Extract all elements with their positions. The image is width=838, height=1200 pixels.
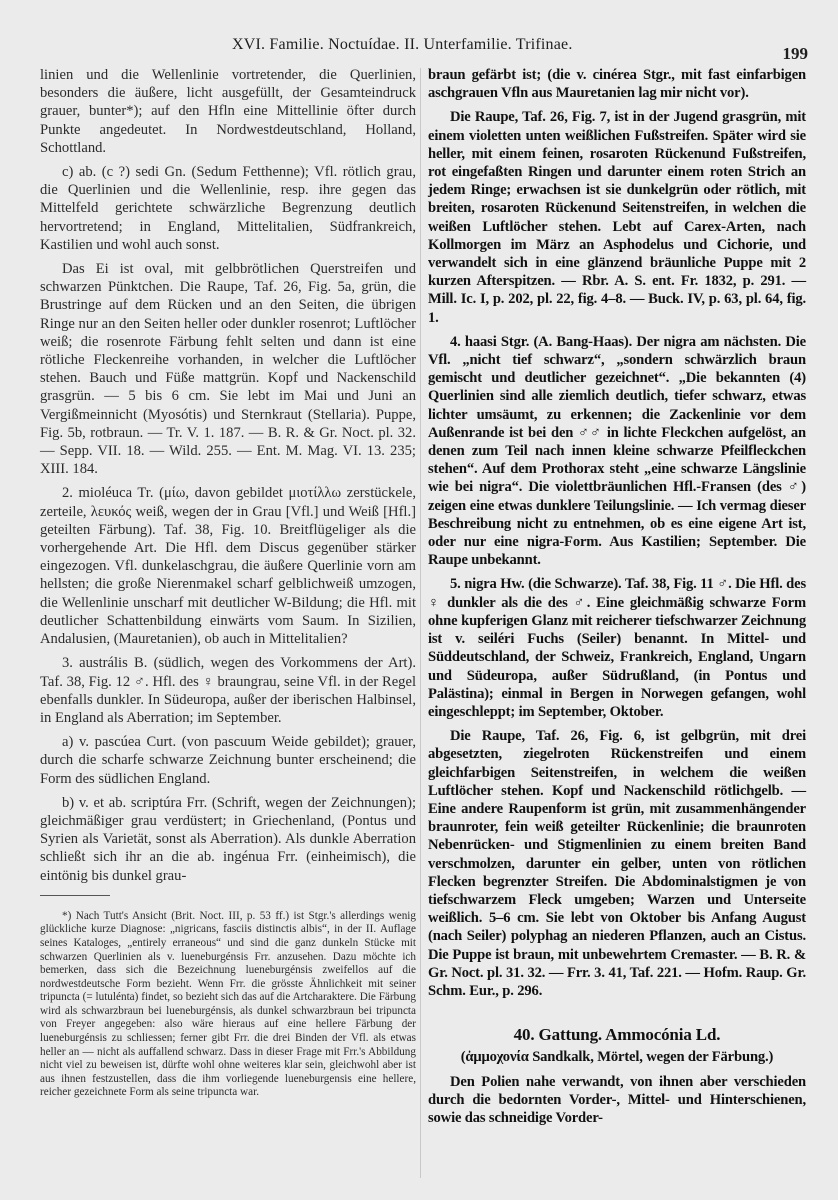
footnote-rule xyxy=(40,895,110,896)
paragraph: braun gefärbt ist; (die v. cinérea Stgr., mit fast einfarbigen aschgrauen Vfln aus Mauretanien lag mir nicht vor). xyxy=(428,67,806,102)
running-title: XVI. Familie. Noctuídae. II. Unterfamilie. Trifinae. xyxy=(232,36,573,53)
paragraph: a) v. pascúea Curt. (von pascuum Weide gebildet); grauer, durch die scharfe schwarze Zeichnung bunter erscheinend; die Form des südlichen England. xyxy=(40,734,416,787)
paragraph: c) ab. (c ?) sedi Gn. (Sedum Fetthenne); Vfl. rötlich grau, die Querlinien und die Wellenlinie, resp. ihre gegen das Mittelfeld gerichtete schwärzliche Begrenzung deutlich hervortretend; in England, Mittelitalien, Südfrankreich, Kastilien und wohl auch sonst. xyxy=(40,164,416,253)
column-gutter xyxy=(420,68,421,1178)
species-entry: 2. mioléuca Tr. (μίω, davon gebildet μιοτίλλω zerstückele, zerteile, λευκός weiß, wegen der in Grau [Vfl.] und Weiß [Hfl.] geteilten Färbung). Taf. 38, Fig. 10. Breitflügeliger als die vorhergehende Art. Die Hfl. dem Discus gegenüber stärker eingezogen. Vfl. dunkelaschgrau, die äußere Querlinie vorn am hellsten; die große Nierenmakel scharf gelblichweiß umzogen, die Wellenlinie unscharf mit deutlicher W-Bildung; die Hfl. mit deutlicher Schattenbildung einwärts vom Saum. In Sizilien, Andalusien, (Mauretanien), ob auch in Mittelitalien? xyxy=(40,485,416,648)
paragraph: Das Ei ist oval, mit gelbbrötlichen Querstreifen und schwarzen Pünktchen. Die Raupe, Taf. 26, Fig. 5a, grün, die Brustringe auf dem Rücken und an den Seiten, die übrigen Ringe nur an den Seiten heller oder dunkler rosenrot; Luftlöcher weiß; die rosenrote Färbung fehlt selten und dann ist eine rötliche Fleckenreihe vorhanden, in welcher die Luftlöcher stehen. Bauch und Füße mattgrün. Kopf und Nackenschild grasgrün. — 5 bis 6 cm. Sie lebt im Mai und Juni an Vergißmeinnicht (Myosótis) und Sternkraut (Stellaria). Puppe, Fig. 5b, rotbraun. — Tr. V. 1. 187. — B. R. & Gr. Noct. pl. 32. — Sepp. VII. 18. — Wild. 255. — Ent. M. Mag. VI. 13. 235; XIII. 184. xyxy=(40,261,416,478)
species-entry: 3. austrális B. (südlich, wegen des Vorkommens der Art). Taf. 38, Fig. 12 ♂. Hfl. des ♀ braungrau, seine Vfl. in der Regel ebenfalls dunkler. In Südeuropa, außer der iberischen Halbinsel, in England als Aberration; im September. xyxy=(40,655,416,726)
paragraph: Die Raupe, Taf. 26, Fig. 7, ist in der Jugend grasgrün, mit einem violetten unten weißlichen Fußstreifen. Später wird sie heller, mit einem feinen, rosaroten Rückenund Fußstreifen, rot eingefaßten Ringen und darunter einem roten Strich an jedem Ringe; erwachsen ist sie dunkelgrün oder rötlich, mit breiten, rosaroten Rückenund Seitenstreifen, in welchen die weißen Luftlöcher stehen. Lebt auf Carex-Arten, nach Kollmorgen im März an Asphodelus und Cichorie, und verwandelt sich in eine glänzend bräunliche Puppe mit 2 kurzen Afterspitzen. — Rbr. A. S. ent. Fr. 1832, p. 291. — Mill. Ic. I, p. 202, pl. 22, fig. 4–8. — Buck. IV, p. 63, pl. 64, fig. 1. xyxy=(428,109,806,326)
paragraph: Den Polien nahe verwandt, von ihnen aber verschieden durch die bedornten Vorder-, Mittel- und Hinterschienen, sowie das schneidige Vorder- xyxy=(428,1073,806,1126)
left-column xyxy=(40,66,416,1106)
species-entry: 4. haasi Stgr. (A. Bang-Haas). Der nigra am nächsten. Die Vfl. „nicht tief schwarz“, „sondern schwärzlich braun gemischt und deutlicher gezeichnet“. „Die bekannten (4) Querlinien sind alle ziemlich deutlich, tiefer schwarz, etwas lichter umsäumt, zu erkennen; die Zackenlinie vor dem Außenrande ist bei den ♂♂ in lichte Fleckchen aufgelöst, an denen zum Teil nach innen kleine schwarze Pfeilfleckchen stehen“. Auf dem Prothorax steht „eine schwarze Längslinie wie bei nigra“. Die violettbräunlichen Hfl.-Fransen (des ♂) zeigen eine etwas dunklere Teilungslinie. — Ich vermag dieser Beschreibung nicht zu entnehmen, ob es eine eigene Art ist, oder nur eine nigra-Form. Aus Kastilien; September. Die Raupe unbekannt. xyxy=(428,333,806,569)
right-column xyxy=(428,66,806,1133)
page-header xyxy=(0,30,838,63)
footnote: *) Nach Tutt's Ansicht (Brit. Noct. III, p. 53 ff.) ist Stgr.'s allerdings wenig glückliche kurze Diagnose: „nigricans, fasciis distinctis albis“, in der II. Auflage seines Kataloges, „entirely erraneous“ und sind die ganz dunkeln Stücke mit schwarzen Querlinien als v. lueneburgénsis Frr. anzusehen. Dazu möchte ich bemerken, dass sich die Bezeichnung lueneburgénsis zweifellos auf die nordwestdeutsche Form bezieht. Wenn Frr. die grösste Ähnlichkeit mit seiner tripuncta (= lutulénta) findet, so bezieht sich das auf die Artcharaktere. Die Färbung wird als schwarzbraun bei lueneburgénsis, als dunkel schwarzbraun bei tripuncta von Freyer angegeben: also wäre hieraus auf eine hellere Färbung der lueneburgénsis zu schliessen; ferner gibt Frr. die drei Binden der Vfl. als etwas heller an — nicht als auffallend schwarz. Dass in dieser Frage mit Frr.'s Abbildung nicht viel zu beweisen ist, dürfte wohl ohne weiteres klar sein, gleichwohl aber ist aus ihnen festzustellen, dass die ihm vorliegende lueneburgensis eine hellere, reicher gezeichnete Form als seine tripuncta war. xyxy=(40,909,416,1099)
genus-etymology: (ἀμμοχονία Sandkalk, Mörtel, wegen der Färbung.) xyxy=(460,1049,774,1066)
paragraph: linien und die Wellenlinie vortretender, die Querlinien, besonders die äußere, licht ausgefüllt, der Gesamteindruck grauer, bunter*); auf den Hfln eine Mittellinie öfter durch Punkte angedeutet. In Nordwestdeutschland, Holland, Schottland. xyxy=(40,67,416,156)
paragraph: b) v. et ab. scriptúra Frr. (Schrift, wegen der Zeichnungen); gleichmäßiger grau verdüstert; in Griechenland, (Pontus und Syrien als Varietät, sonst als Aberration). Als dunkle Aberration schließt sich ihr an die ab. ingénua Frr. (einheimisch), die eintönig bis dunkel grau- xyxy=(40,794,416,884)
genus-heading: 40. Gattung. Ammocónia Ld. xyxy=(513,1025,721,1045)
page-number: 199 xyxy=(782,44,808,63)
species-entry: 5. nigra Hw. (die Schwarze). Taf. 38, Fig. 11 ♂. Die Hfl. des ♀ dunkler als die des ♂. Eine gleichmäßig schwarze Form ohne kupferigen Glanz mit reicherer tiefschwarzer Zeichnung ist v. seiléri Fuchs (Seiler) benannt. In Mittel- und Süddeutschland, der Schweiz, Frankreich, England, Ungarn und Südeuropa, außer Südrußland, (in Pontus und Palästina); einmal in Bergen in Norwegen gefangen, wohl eingeschleppt; im September, Oktober. xyxy=(428,576,806,720)
paragraph: Die Raupe, Taf. 26, Fig. 6, ist gelbgrün, mit drei abgesetzten, ziegelroten Rückenstreifen und einem gleichfarbigen Seitenstreifen, in welchem die weißen Luftlöcher stehen. Kopf und Nackenschild rötlichgelb. — Eine andere Raupenform ist grün, mit zusammenhängender braunroter, fein weiß geteilter Rückenlinie; die braunroten Nebenrücken- und Stigmenlinien zu einem breiten Band verschmolzen, darunter ein gelber, unten von rötlichen Flecken begrenzter Streifen. Die Abdominalstigmen je von tiefschwarzem Fleck umgeben; Warzen und Unterseite weißlich. 5–6 cm. Sie lebt von Oktober bis Anfang August (nach Seiler) polyphag an niederen Pflanzen, auch an Cistus. Die Puppe ist braun, mit unbewehrtem Cremaster. — B. R. & Gr. Noct. pl. 31. 32. — Frr. 3. 41, Taf. 221. — Hofm. Raup. Gr. Schm. Eur., p. 296. xyxy=(428,728,806,999)
